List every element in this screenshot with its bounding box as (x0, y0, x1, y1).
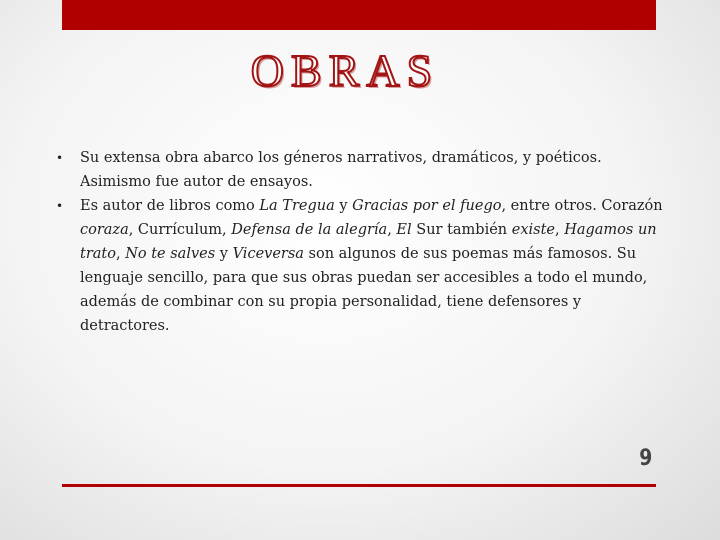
bullet-item-1 (56, 146, 664, 194)
slide-title: OBRAS (250, 45, 440, 96)
page-number: 9 (638, 446, 652, 471)
text-run: , (115, 246, 126, 262)
poem-title: Viceversa (232, 246, 304, 262)
book-title: La Tregua (259, 198, 335, 214)
poem-title: Defensa de la alegría (231, 222, 388, 238)
book-title: Gracias por el fuego (352, 198, 502, 214)
bullet-item-2 (56, 194, 664, 338)
text-run: son algunos de sus poemas más famosos. Su lenguaje sencillo, para que sus obras puedan ser accesibles a todo el mundo, además de combinar con su propia personalidad, tiene defensores y detractores. (80, 246, 648, 334)
poem-title: existe (511, 222, 555, 238)
bottom-accent-line (62, 484, 656, 487)
top-accent-bar (62, 0, 656, 30)
poem-title: Hagamos un trato (80, 222, 657, 262)
bullet-text-1: Su extensa obra abarco los géneros narrativos, dramáticos, y poéticos. Asimismo fue autor de ensayos. (80, 150, 602, 190)
bullet-marker: • (56, 199, 64, 213)
bullet-text-2 (80, 194, 664, 338)
poem-title: No te salves (125, 246, 216, 262)
text-run: Sur también (411, 222, 512, 238)
text-run: y (215, 246, 233, 262)
text-run: Es autor de libros como (80, 198, 260, 214)
text-run: , (387, 222, 397, 238)
text-run: , entre otros. Corazón (501, 198, 663, 214)
text-run: , Currículum, (128, 222, 232, 238)
text-run: , (555, 222, 565, 238)
bullet-list (56, 146, 664, 338)
text-run: y (334, 198, 353, 214)
bullet-marker: • (56, 151, 64, 165)
poem-title: El (396, 222, 412, 238)
poem-title: coraza (80, 222, 129, 238)
